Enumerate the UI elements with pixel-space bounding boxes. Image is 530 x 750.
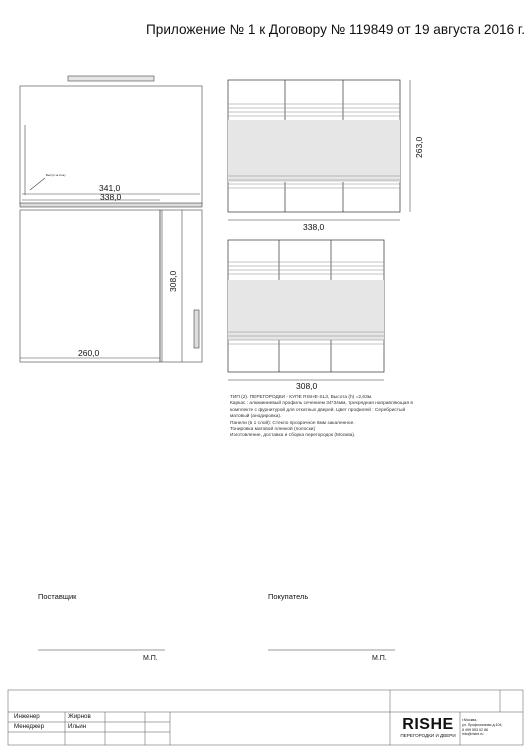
elevation-bottom [228,240,384,380]
supplier-stamp-label: М.П. [143,655,158,662]
company-logo [398,716,458,742]
contact-line: 8 499 553 02 86 [462,727,488,732]
elevation-bottom-width: 308,0 [296,381,318,391]
plan-partition [20,203,202,207]
tb-role-engineer: Инженер [14,713,40,720]
elevation-top [228,80,410,220]
dim-338: 338,0 [100,192,122,202]
dim-341: 341,0 [99,183,121,193]
specification-text [230,395,425,440]
buyer-stamp-label: М.П. [372,655,387,662]
spec-line: ТИП (2). ПЕРЕГОРОДКИ - КУПЕ RISHE-SL3, Высота (h) =2,63м. [230,395,373,400]
contact-line: ул. Профсоюзная д.104, [462,722,503,727]
logo-tagline: ПЕРЕГОРОДКИ И ДВЕРИ [400,733,456,738]
floor-plan [20,76,202,362]
dim-260: 260,0 [78,348,100,358]
tb-name-manager: Ильин [68,723,87,730]
plan-wall-top [68,76,154,81]
tb-name-engineer: Жирнов [68,713,91,720]
buyer-label: Покупатель [268,592,309,601]
spec-line: Панели (в 1 слой): Стекло прозрачное 6мм закаленное. [230,420,355,426]
contact-info [462,718,503,737]
plan-room-bottom [20,210,160,362]
supplier-label: Поставщик [38,592,77,601]
plan-wall-right [194,310,199,348]
spec-line: Тонировка матовой пленкой (полоски) [230,427,316,433]
dim-308-vertical: 308,0 [168,270,178,292]
elevation-top-width: 338,0 [303,222,325,232]
logo-brand: RISHE [402,716,454,733]
spec-line: Изготовление, доставка и сборка перегородок (Москва). [230,433,356,439]
plan-note: Выступ за стену [46,174,66,177]
contact-line: г.Москва, [462,718,478,722]
spec-line: Каркас : алюминиевый профиль сечением 34*34мм, трехрядная направляющая в комплекте с фурнитурой для откатных дверей. Цвет профилей : Серебристый матовый (анодировка). [230,401,413,420]
tb-role-manager: Менеджер [14,723,45,730]
document-title: Приложение № 1 к Договору № 119849 от 19 августа 2016 г. [145,22,525,37]
contact-line: info@rishe.ru [462,732,484,737]
elevation-top-height: 263,0 [414,136,424,158]
